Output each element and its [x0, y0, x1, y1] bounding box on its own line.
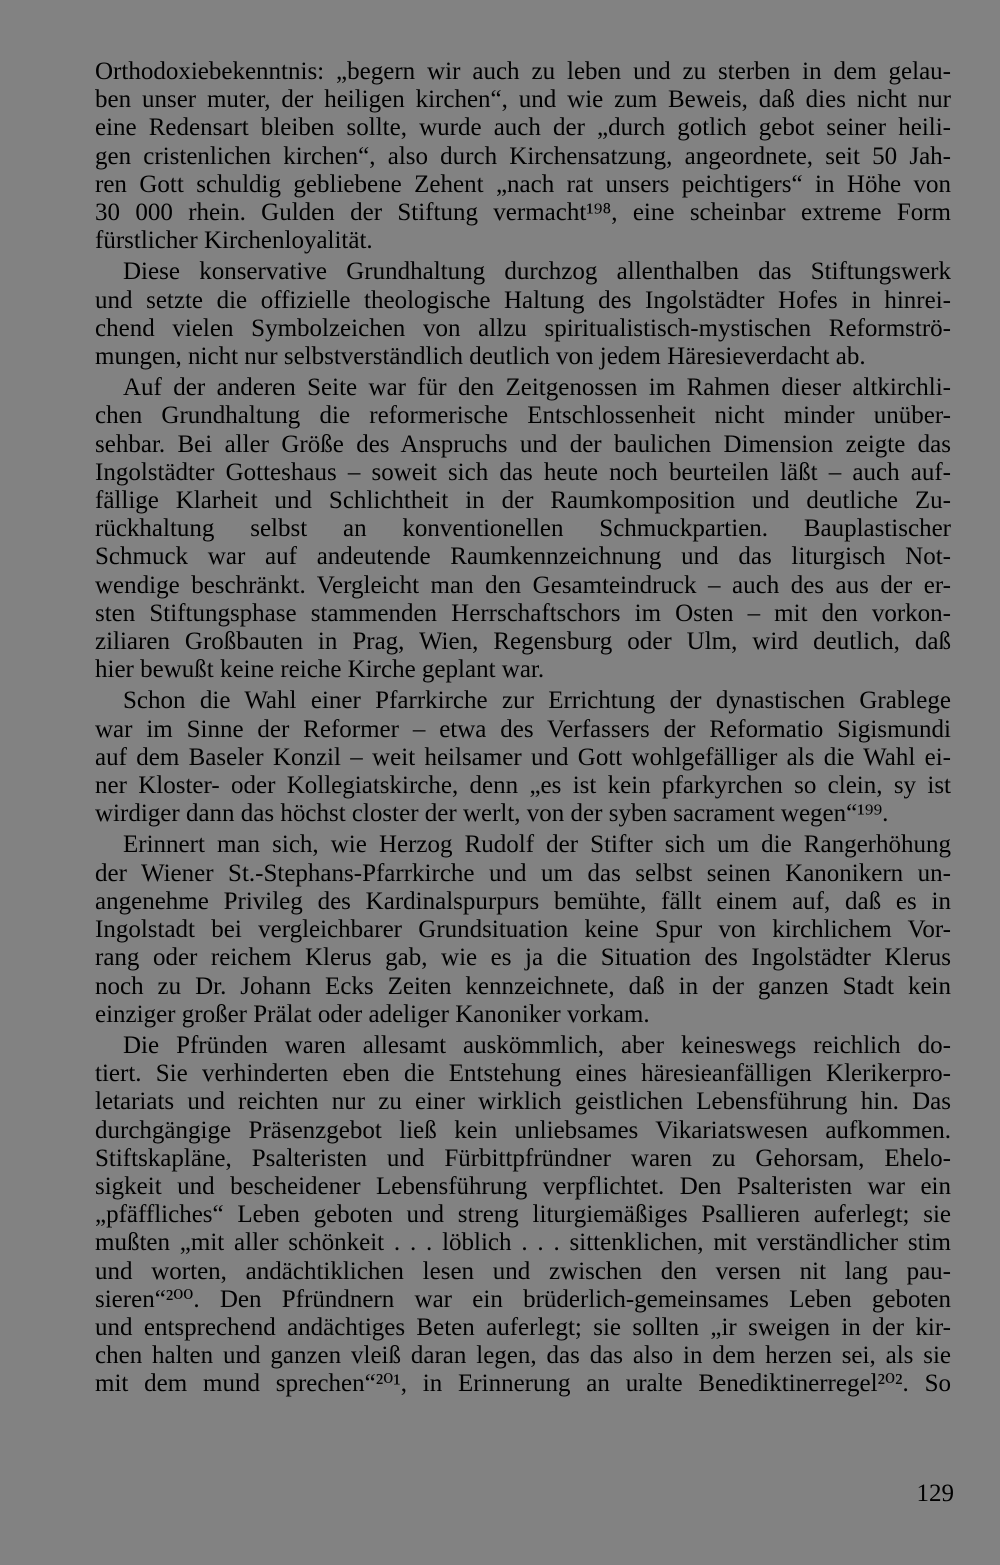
text-line: gen cristenlichen kirchen“, also durch Kirchensatzung, angeordnete, seit 50 Jah-	[95, 142, 951, 170]
body-text	[95, 58, 951, 1399]
text-line: wirdiger dann das höchst closter der werlt, von der syben sacrament wegen“¹⁹⁹.	[95, 800, 889, 828]
text-line: ren Gott schuldig gebliebene Zehent „nach rat unsers peichtigers“ in Höhe von	[95, 170, 951, 198]
paragraph	[95, 258, 951, 371]
text-line: tiert. Sie verhinderten eben die Entstehung eines häresieanfälligen Klerikerpro-	[95, 1060, 951, 1088]
text-line: letariats und reichten nur zu einer wirklich geistlichen Lebensführung hin. Das	[95, 1088, 951, 1116]
text-line: Schon die Wahl einer Pfarrkirche zur Errichtung der dynastischen Grablege	[123, 687, 951, 715]
text-line: sieren“²⁰⁰. Den Pfründnern war ein brüderlich-gemeinsames Leben geboten	[95, 1285, 951, 1313]
text-line: mit dem mund sprechen“²⁰¹, in Erinnerung an uralte Benediktinerregel²⁰². So	[95, 1370, 951, 1398]
text-line: chen Grundhaltung die reformerische Entschlossenheit nicht minder unüber-	[95, 402, 951, 430]
text-line: Ingolstadt bei vergleichbarer Grundsituation keine Spur von kirchlichem Vor-	[95, 916, 951, 944]
text-line: sten Stiftungsphase stammenden Herrschaftschors im Osten – mit den vorkon-	[95, 599, 951, 627]
text-line: Die Pfründen waren allesamt auskömmlich, aber keineswegs reichlich do-	[123, 1031, 951, 1059]
text-line: Erinnert man sich, wie Herzog Rudolf der Stifter sich um die Rangerhöhung	[123, 831, 951, 859]
text-line: mungen, nicht nur selbstverständlich deutlich von jedem Häresieverdacht ab.	[95, 343, 866, 371]
text-line: chen halten und ganzen vleiß daran legen, das das also in dem herzen sei, als sie	[95, 1342, 951, 1370]
text-line: und entsprechend andächtiges Beten auferlegt; sie sollten „ir sweigen in der kir-	[95, 1313, 951, 1341]
text-line: und worten, andächtiklichen lesen und zwischen den versen nit lang pau-	[95, 1257, 951, 1285]
text-line: „pfäffliches“ Leben geboten und streng liturgiemäßiges Psallieren auferlegt; sie	[95, 1201, 951, 1229]
paragraph	[95, 687, 951, 828]
text-line: Orthodoxiebekenntnis: „begern wir auch zu leben und zu sterben in dem gelau-	[95, 58, 951, 85]
text-line: eine Redensart bleiben sollte, wurde auch der „durch gotlich gebot seiner heili-	[95, 114, 951, 142]
paragraph	[95, 58, 951, 255]
paragraph	[95, 831, 951, 1028]
text-line: ner Kloster- oder Kollegiatskirche, denn „es ist kein pfarkyrchen so clein, sy ist	[95, 772, 951, 800]
text-line: rang oder reichem Klerus gab, wie es ja die Situation des Ingolstädter Klerus	[95, 944, 951, 972]
text-line: Stiftskapläne, Psalteristen und Fürbittpfründner waren zu Gehorsam, Ehelo-	[95, 1144, 951, 1172]
paragraph	[95, 1032, 951, 1399]
text-line: mußten „mit aller schönkeit . . . löblich . . . sittenklichen, mit verständlicher stim	[95, 1229, 951, 1257]
text-line: durchgängige Präsenzgebot ließ kein unliebsames Vikariatswesen aufkommen.	[95, 1116, 951, 1144]
text-line: Ingolstädter Gotteshaus – soweit sich das heute noch beurteilen läßt – auch auf-	[95, 458, 951, 486]
text-line: chend vielen Symbolzeichen von allzu spiritualistisch-mystischen Reformströ-	[95, 314, 951, 342]
text-line: wendige beschränkt. Vergleicht man den Gesamteindruck – auch des aus der er-	[95, 571, 951, 599]
text-line: einziger großer Prälat oder adeliger Kanoniker vorkam.	[95, 1000, 650, 1028]
text-line: der Wiener St.-Stephans-Pfarrkirche und um das selbst seinen Kanonikern un-	[95, 859, 951, 887]
page-number: 129	[916, 1480, 954, 1507]
text-line: auf dem Baseler Konzil – weit heilsamer und Gott wohlgefälliger als die Wahl ei-	[95, 743, 951, 771]
text-line: angenehme Privileg des Kardinalspurpurs bemühte, fällt einem auf, daß es in	[95, 887, 951, 915]
text-line: ziliaren Großbauten in Prag, Wien, Regensburg oder Ulm, wird deutlich, daß	[95, 628, 951, 656]
text-line: fällige Klarheit und Schlichtheit in der Raumkomposition und deutliche Zu-	[95, 487, 951, 515]
text-line: Schmuck war auf andeutende Raumkennzeichnung und das liturgisch Not-	[95, 543, 951, 571]
text-line: Auf der anderen Seite war für den Zeitgenossen im Rahmen dieser altkirchli-	[123, 374, 951, 402]
text-line: und setzte die offizielle theologische Haltung des Ingolstädter Hofes in hinrei-	[95, 286, 951, 314]
paragraph	[95, 374, 951, 684]
text-line: sigkeit und bescheidener Lebensführung verpflichtet. Den Psalteristen war ein	[95, 1172, 951, 1200]
text-line: hier bewußt keine reiche Kirche geplant war.	[95, 656, 545, 684]
text-line: fürstlicher Kirchenloyalität.	[95, 227, 373, 255]
text-line: Diese konservative Grundhaltung durchzog allenthalben das Stiftungswerk	[123, 258, 951, 286]
text-line: noch zu Dr. Johann Ecks Zeiten kennzeichnete, daß in der ganzen Stadt kein	[95, 972, 951, 1000]
text-line: 30 000 rhein. Gulden der Stiftung vermacht¹⁹⁸, eine scheinbar extreme Form	[95, 199, 951, 227]
text-line: ben unser muter, der heiligen kirchen“, und wie zum Beweis, daß dies nicht nur	[95, 86, 951, 114]
text-line: sehbar. Bei aller Größe des Anspruchs und der baulichen Dimension zeigte das	[95, 430, 951, 458]
text-line: war im Sinne der Reformer – etwa des Verfassers der Reformatio Sigismundi	[95, 715, 951, 743]
text-line: rückhaltung selbst an konventionellen Schmuckpartien. Bauplastischer	[95, 515, 951, 543]
